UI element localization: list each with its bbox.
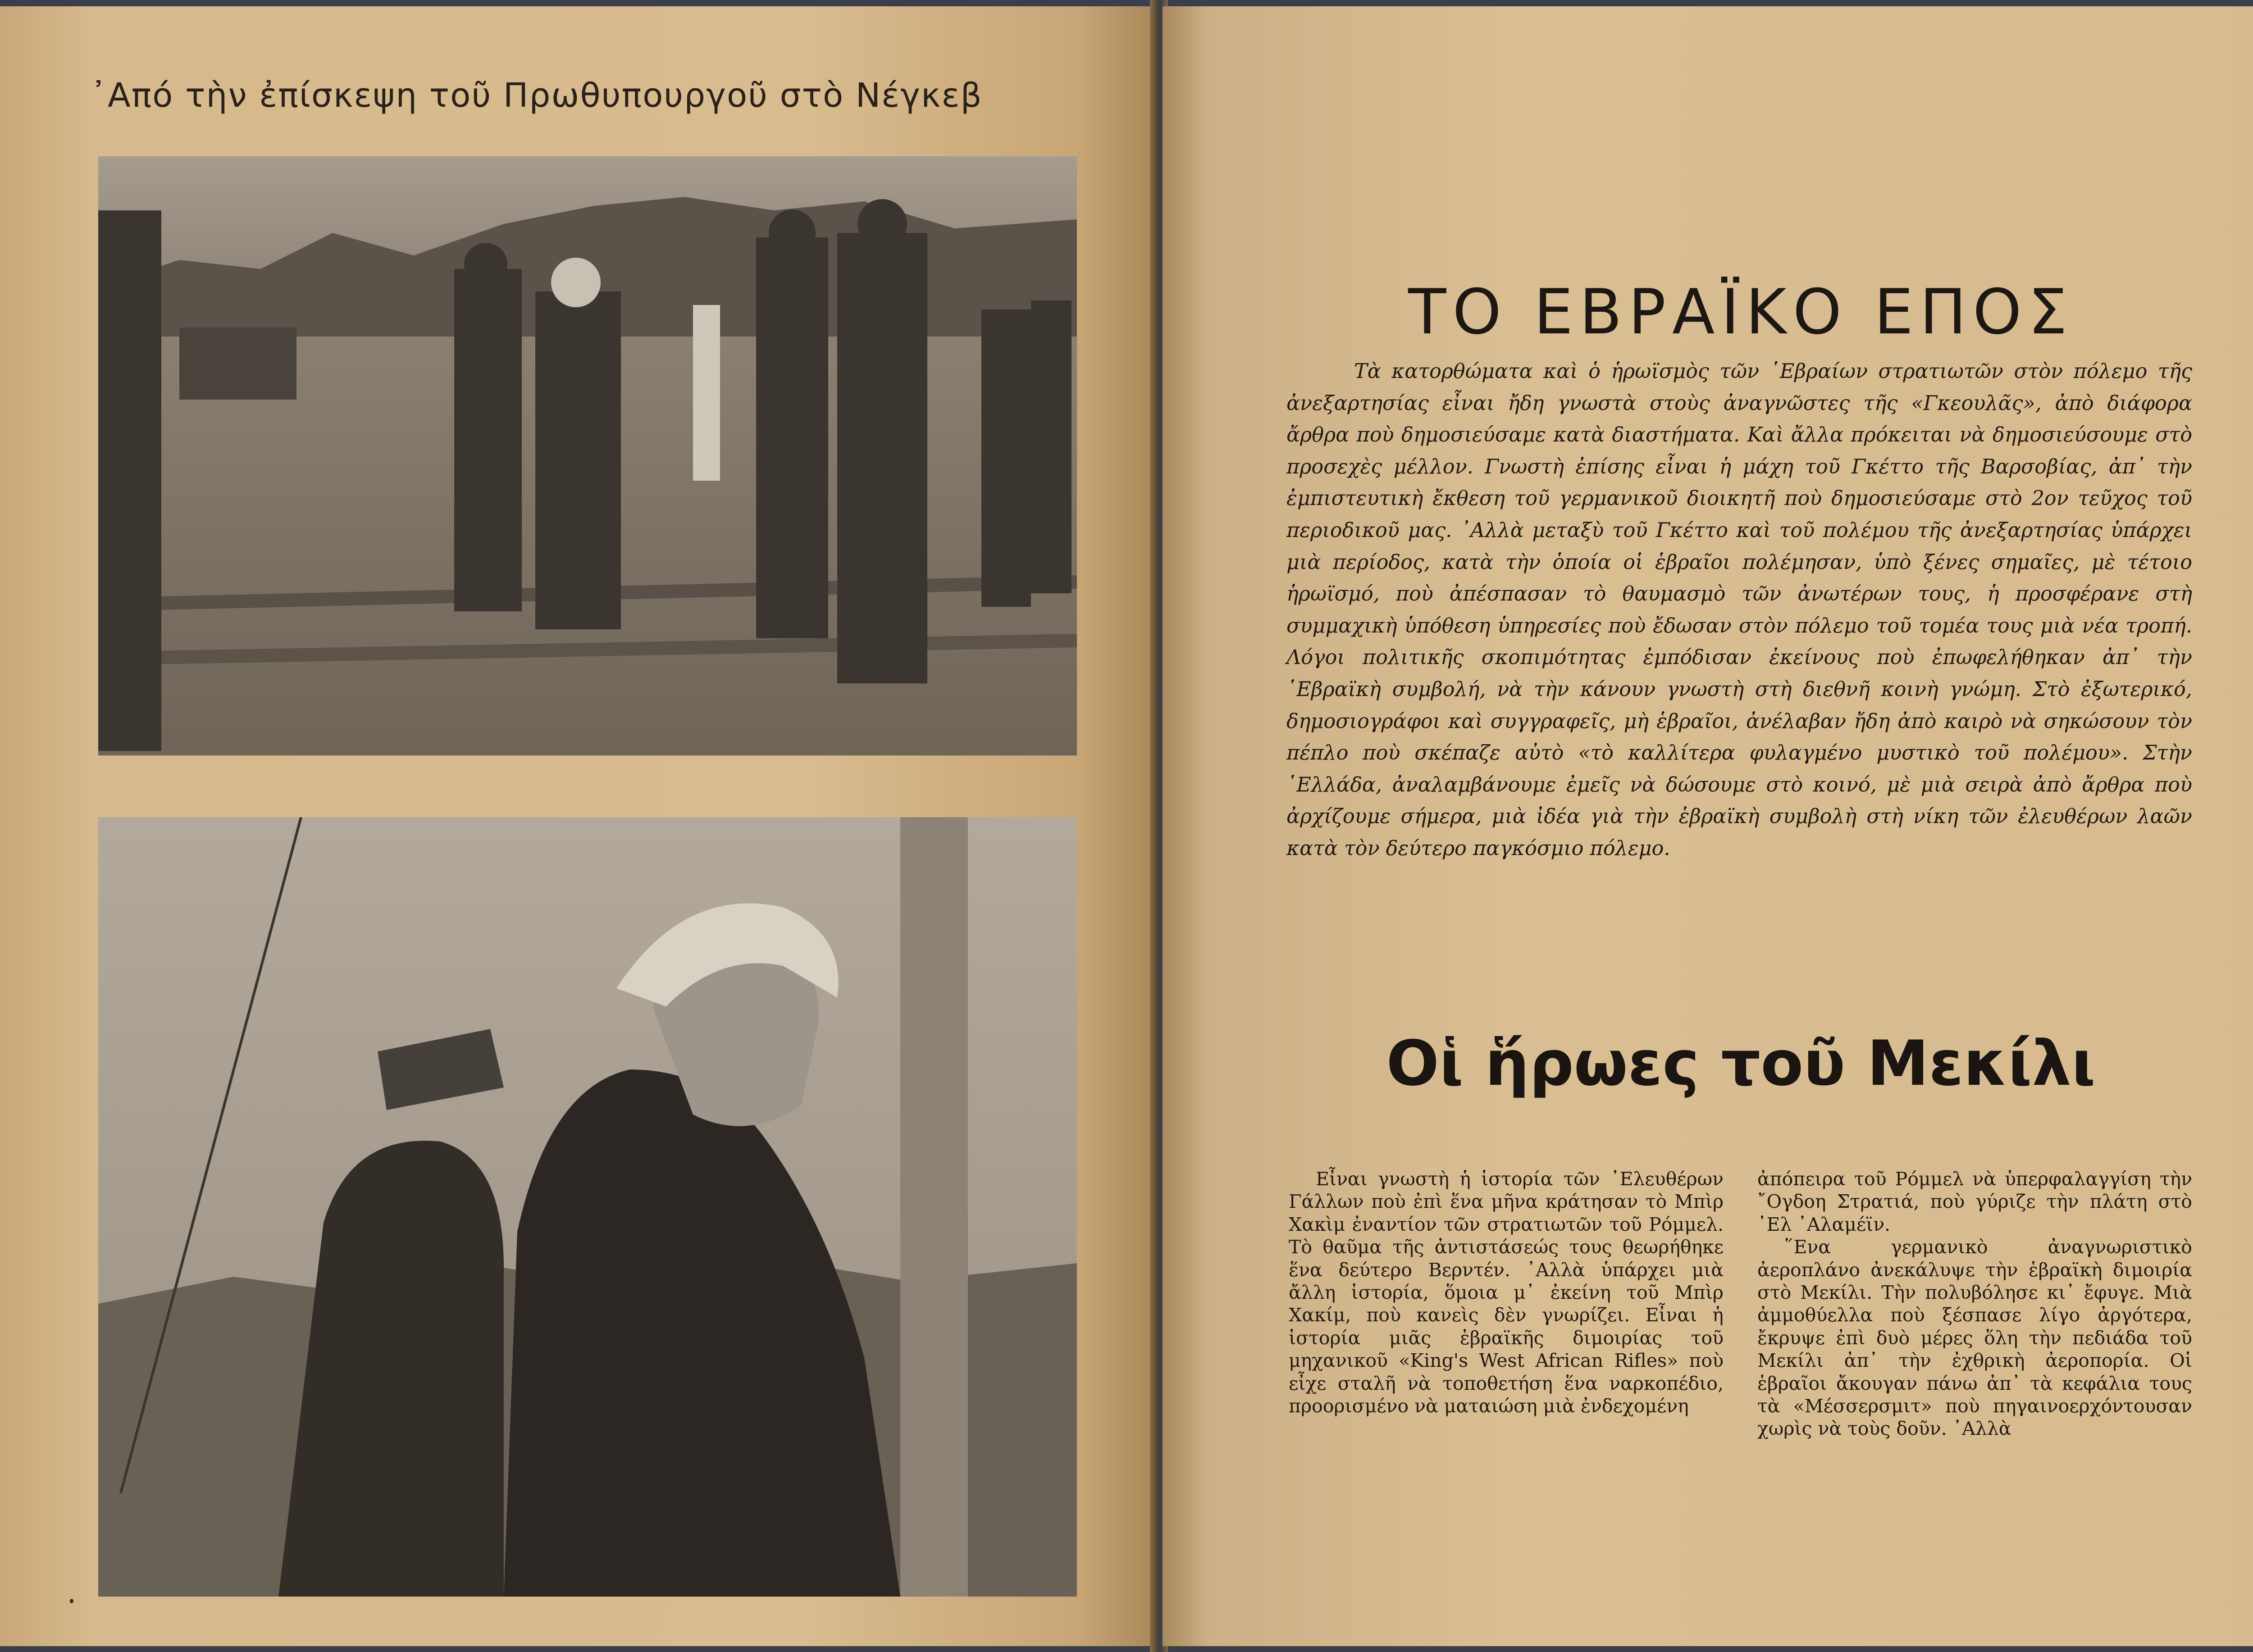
column-2-paragraph-1: ἀπόπειρα τοῦ Ρόμμελ νὰ ὑπερφαλαγγίση τὴν ῎Ογδοη Στρατιά, ποὺ γύριζε τὴν πλάτη στὸ ᾿Ελ ᾿Αλαμέϊν.	[1757, 1168, 2192, 1235]
column-1	[1289, 1168, 1724, 1440]
left-page	[0, 6, 1156, 1646]
photo-prime-minister-closeup	[98, 817, 1077, 1597]
photo-visit-negev	[98, 156, 1077, 755]
intro-paragraph: Τὰ κατορθώματα καὶ ὁ ἡρωϊσμὸς τῶν ῾Εβραίων στρατιωτῶν στὸν πόλεμο τῆς ἀνεξαρτησίας εἶναι ἤδη γνωστὰ στοὺς ἀναγνῶστες τῆς «Γκεουλᾶς», ἀπὸ διάφορα ἄρθρα ποὺ δημοσιεύσαμε κατὰ διαστήματα. Καὶ ἄλλα πρόκειται νὰ δημοσιεύσουμε στὸ προσεχὲς μέλλον. Γνωστὴ ἐπίσης εἶναι ἡ μάχη τοῦ Γκέττο τῆς Βαρσοβίας, ἀπ᾿ τὴν ἐμπιστευτικὴ ἔκθεση τοῦ γερμανικοῦ διοικητῆ ποὺ δημοσιεύσαμε στὸ 2ον τεῦχος τοῦ περιοδικοῦ μας. ᾿Αλλὰ μεταξὺ τοῦ Γκέττο καὶ τοῦ πολέμου τῆς ἀνεξαρτησίας ὑπάρχει μιὰ περίοδος, κατὰ τὴν ὁποία οἱ ἑβραῖοι πολέμησαν, ὑπὸ ξένες σημαῖες, μὲ τέτοιο ἡρωϊσμό, ποὺ ἀπέσπασαν τὸ θαυμασμὸ τῶν ἀνωτέρων τους, ἡ προσφέρανε στὴ συμμαχικὴ ὑπόθεση ὑπηρεσίες ποὺ ἔδωσαν στὸν πόλεμο τοῦ τομέα τους μιὰ νέα τροπή. Λόγοι πολιτικῆς σκοπιμότητας ἐμπόδισαν ἐκείνους ποὺ ἐπωφελήθηκαν ἀπ᾿ τὴν ῾Εβραϊκὴ συμβολή, νὰ τὴν κάνουν γνωστὴ στὴ διεθνῆ κοινὴ γνώμη. Στὸ ἐξωτερικό, δημοσιογράφοι καὶ συγγραφεῖς, μὴ ἑβραῖοι, ἀνέλαβαν ἤδη ἀπὸ καιρὸ νὰ σηκώσουν τὸν πέπλο ποὺ σκέπαζε αὐτὸ «τὸ καλλίτερα φυλαγμένο μυστικὸ τοῦ πολέμου». Στὴν ῾Ελλάδα, ἀναλαμβάνουμε ἐμεῖς νὰ δώσουμε στὸ κοινό, μὲ μιὰ σειρὰ ἀπὸ ἄρθρα ποὺ ἀρχίζουμε σήμερα, μιὰ ἰδέα γιὰ τὴν ἑβραϊκὴ συμβολὴ στὴ νίκη τῶν ἐλευθέρων λαῶν κατὰ τὸν δεύτερο παγκόσμιο πόλεμο.	[1286, 360, 2192, 860]
article-title: Οἱ ἥρωες τοῦ Μεκίλι	[1386, 1027, 2096, 1100]
main-title: ΤΟ ΕΒΡΑΪΚΟ ΕΠΟΣ	[1408, 276, 2074, 349]
photo-caption: ᾿Από τὴν ἐπίσκεψη τοῦ Πρωθυπουργοῦ στὸ Νέγκεβ	[90, 76, 983, 115]
photo-group-walking-image	[98, 156, 1077, 755]
photo-two-men-image	[98, 817, 1077, 1597]
page-mark	[70, 1599, 73, 1603]
column-2-paragraph-2: ῞Ενα γερμανικὸ ἀναγνωριστικὸ ἀεροπλάνο ἀνεκάλυψε τὴν ἑβραϊκὴ διμοιρία στὸ Μεκίλι. Τὴν πολυβόλησε κι᾿ ἔφυγε. Μιὰ ἀμμοθύελλα ποὺ ξέσπασε λίγο ἀργότερα, ἔκρυψε ἐπὶ δυὸ μέρες ὅλη τὴν πεδιάδα τοῦ Μεκίλι ἀπ᾿ τὴν ἐχθρικὴ ἀεροπορία. Οἱ ἑβραῖοι ἄκουγαν πάνω ἀπ᾿ τὰ κεφάλια τους τὰ «Μέσσερσμιτ» ποὺ πηγαινοερχόντουσαν χωρὶς νὰ τοὺς δοῦν. ᾿Αλλὰ	[1757, 1236, 2192, 1440]
column-1-paragraph: Εἶναι γνωστὴ ἡ ἱστορία τῶν ᾿Ελευθέρων Γάλλων ποὺ ἐπὶ ἕνα μῆνα κράτησαν τὸ Μπὶρ Χακὶμ ἐναντίον τῶν στρατιωτῶν τοῦ Ρόμμελ. Τὸ θαῦμα τῆς ἀντιστάσεώς τους θεωρήθηκε ἕνα δεύτερο Βερντέν. ᾿Αλλὰ ὑπάρχει μιὰ ἄλλη ἱστορία, ὅμοια μ᾿ ἐκείνη τοῦ Μπὶρ Χακίμ, ποὺ κανεὶς δὲν γνωρίζει. Εἶναι ἡ ἱστορία μιᾶς ἑβραϊκῆς διμοιρίας τοῦ μηχανικοῦ «King's West African Rifles» ποὺ εἶχε σταλῆ νὰ τοποθετήση ἕνα ναρκοπέδιο, προορισμένο νὰ ματαιώση μιὰ ἐνδεχομένη	[1289, 1168, 1724, 1417]
column-2	[1757, 1168, 2192, 1440]
article-body	[1289, 1168, 2192, 1440]
